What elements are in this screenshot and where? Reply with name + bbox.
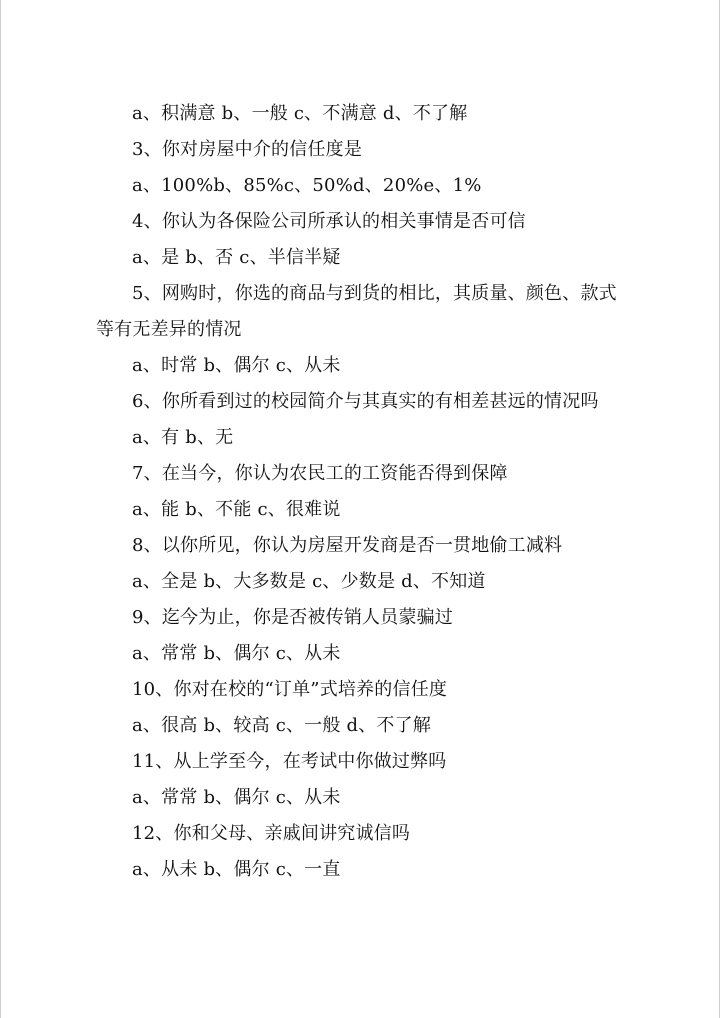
question-7: 7、在当今，你认为农民工的工资能否得到保障 — [132, 463, 508, 484]
answer-options-q4: a、是 b、否 c、半信半疑 — [132, 247, 341, 268]
answer-options-q10: a、很高 b、较高 c、一般 d、不了解 — [132, 715, 432, 736]
question-6: 6、你所看到过的校园简介与其真实的有相差甚远的情况吗 — [132, 391, 599, 412]
document-body — [96, 96, 656, 888]
question-9: 9、迄今为止，你是否被传销人员蒙骗过 — [132, 607, 454, 628]
answer-options-q6: a、有 b、无 — [132, 427, 234, 448]
page-edge-left — [0, 0, 1, 1018]
question-11: 11、从上学至今，在考试中你做过弊吗 — [132, 751, 447, 772]
question-8: 8、以你所见，你认为房屋开发商是否一贯地偷工减料 — [132, 535, 563, 556]
answer-options-q8: a、全是 b、大多数是 c、少数是 d、不知道 — [132, 571, 486, 592]
answer-options-q3: a、100%b、85%c、50%d、20%e、1% — [132, 175, 482, 196]
question-5-line-2: 等有无差异的情况 — [96, 319, 242, 340]
answer-options-q2: a、积满意 b、一般 c、不满意 d、不了解 — [132, 103, 468, 124]
answer-options-q9: a、常常 b、偶尔 c、从未 — [132, 643, 341, 664]
question-12: 12、你和父母、亲戚间讲究诚信吗 — [132, 823, 411, 844]
question-3: 3、你对房屋中介的信任度是 — [132, 139, 363, 160]
answer-options-q7: a、能 b、不能 c、很难说 — [132, 499, 341, 520]
answer-options-q11: a、常常 b、偶尔 c、从未 — [132, 787, 341, 808]
question-4: 4、你认为各保险公司所承认的相关事情是否可信 — [132, 211, 526, 232]
answer-options-q5: a、时常 b、偶尔 c、从未 — [132, 355, 341, 376]
answer-options-q12: a、从未 b、偶尔 c、一直 — [132, 859, 341, 880]
question-5-line-1: 5、网购时，你选的商品与到货的相比，其质量、颜色、款式 — [132, 283, 617, 304]
question-10: 10、你对在校的“订单”式培养的信任度 — [132, 679, 448, 700]
